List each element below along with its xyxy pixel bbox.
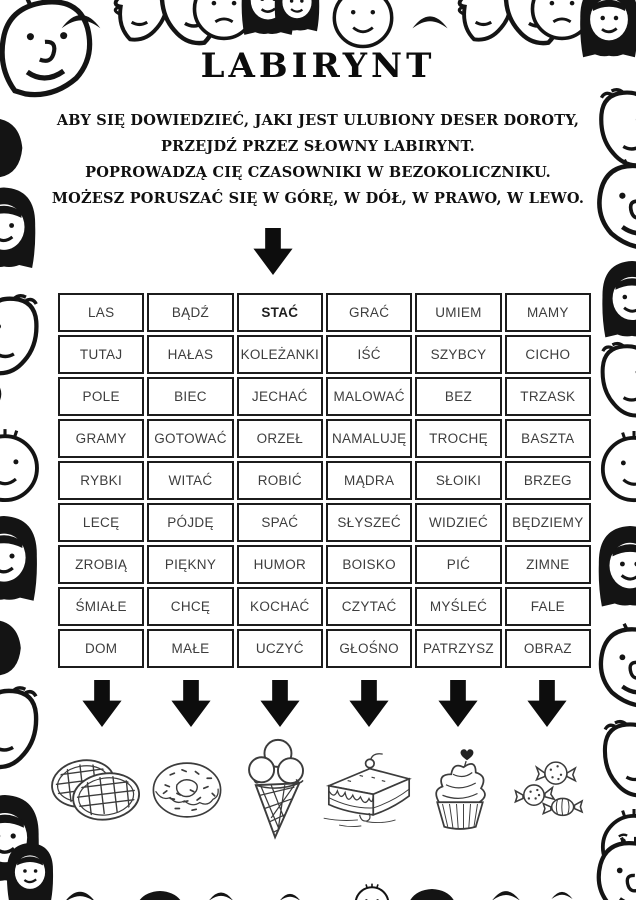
maze-cell: UMIEM: [415, 293, 501, 332]
maze-cell: CZYTAĆ: [326, 587, 412, 626]
doodle-face-icon: [0, 610, 28, 686]
maze-cell: WITAĆ: [147, 461, 233, 500]
doodle-face-icon: [596, 806, 636, 882]
maze-cell: NAMALUJĘ: [326, 419, 412, 458]
maze-cell: TROCHĘ: [415, 419, 501, 458]
maze-cell: IŚĆ: [326, 335, 412, 374]
doodle-face-icon: [328, 0, 398, 50]
maze-cell: BIEC: [147, 377, 233, 416]
exit-arrows-row: [58, 680, 591, 727]
doodle-face-icon: [548, 888, 576, 900]
down-arrow-icon: [82, 680, 122, 727]
maze-cell: HUMOR: [237, 545, 323, 584]
doodle-face-icon: [0, 786, 46, 886]
doodle-face-icon: [588, 86, 636, 170]
maze-cell: MAMY: [505, 293, 591, 332]
maze-cell: GRAMY: [58, 419, 144, 458]
doodle-face-icon: [0, 369, 9, 419]
maze-cell: ROBIĆ: [237, 461, 323, 500]
maze-cell: PIĘKNY: [147, 545, 233, 584]
doodle-face-icon: [400, 876, 464, 900]
down-arrow-icon: [252, 228, 294, 275]
doodle-face-icon: [236, 0, 300, 40]
waffles-icon: [50, 751, 142, 829]
down-arrow-icon: [171, 680, 211, 727]
doodle-face-icon: [446, 0, 524, 44]
doodle-face-icon: [592, 836, 636, 900]
maze-cell: DOM: [58, 629, 144, 668]
down-arrow-icon: [349, 680, 389, 727]
doodle-face-icon: [596, 428, 636, 504]
maze-cell: BASZTA: [505, 419, 591, 458]
maze-cell: CHCĘ: [147, 587, 233, 626]
doodle-face-icon: [276, 890, 304, 900]
maze-cell: TRZASK: [505, 377, 591, 416]
cake-slice-icon: [322, 747, 416, 833]
maze-cell: PIĆ: [415, 545, 501, 584]
ice-cream-icon: [246, 737, 308, 843]
maze-cell: HAŁAS: [147, 335, 233, 374]
doodle-face-icon: [408, 10, 452, 30]
maze-cell: BĄDŹ: [147, 293, 233, 332]
doodle-face-icon: [148, 0, 236, 48]
maze-cell: MALOWAĆ: [326, 377, 412, 416]
dessert-answers-row: [50, 734, 595, 846]
doodle-face-icon: [352, 882, 392, 900]
maze-cell: GŁOŚNO: [326, 629, 412, 668]
doodle-face-icon: [592, 158, 636, 250]
doodle-face-icon: [60, 886, 100, 900]
maze-cell: KOCHAĆ: [237, 587, 323, 626]
maze-cell: BOISKO: [326, 545, 412, 584]
doodle-face-icon: [0, 684, 50, 772]
doodle-face-icon: [594, 622, 636, 708]
doodle-face-icon: [270, 0, 324, 36]
doodle-face-icon: [206, 888, 236, 900]
doodle-face-icon: [0, 506, 44, 606]
maze-cell: SŁOIKI: [415, 461, 501, 500]
instruction-line: ABY SIĘ DOWIEDZIEĆ, JAKI JEST ULUBIONY DESER DOROTY,: [56, 112, 580, 129]
doodle-face-icon: [102, 0, 180, 44]
maze-cell: ZROBIĄ: [58, 545, 144, 584]
maze-cell: SPAĆ: [237, 503, 323, 542]
doodle-face-icon: [492, 0, 580, 48]
maze-cell: ŚMIAŁE: [58, 587, 144, 626]
maze-cell: ZIMNE: [505, 545, 591, 584]
maze-cell: OBRAZ: [505, 629, 591, 668]
down-arrow-icon: [438, 680, 478, 727]
doodle-face-icon: [128, 878, 192, 900]
maze-cell: ORZEŁ: [237, 419, 323, 458]
doodle-face-icon: [592, 516, 636, 612]
maze-cell: LAS: [58, 293, 144, 332]
maze-cell: JECHAĆ: [237, 377, 323, 416]
maze-cell: GRAĆ: [326, 293, 412, 332]
instruction-line: POPROWADZĄ CIĘ CZASOWNIKI W BEZOKOLICZNIKU.: [85, 164, 551, 181]
maze-cell: BRZEG: [505, 461, 591, 500]
doodle-face-icon: [590, 340, 636, 420]
maze-cell: MĄDRA: [326, 461, 412, 500]
donut-icon: [145, 751, 229, 829]
maze-cell: LECĘ: [58, 503, 144, 542]
maze-cell: PÓJDĘ: [147, 503, 233, 542]
doodle-face-icon: [188, 0, 260, 42]
doodle-face-icon: [592, 718, 636, 800]
maze-cell: UCZYĆ: [237, 629, 323, 668]
doodle-face-icon: [596, 252, 636, 342]
maze-cell: POLE: [58, 377, 144, 416]
down-arrow-icon: [527, 680, 567, 727]
maze-cell: MAŁE: [147, 629, 233, 668]
maze-cell: CICHO: [505, 335, 591, 374]
maze-cell-start: STAĆ: [237, 293, 323, 332]
maze-cell: MYŚLEĆ: [415, 587, 501, 626]
maze-cell: FALE: [505, 587, 591, 626]
doodle-face-icon: [58, 8, 104, 30]
doodle-face-icon: [488, 886, 524, 900]
maze-cell: BEZ: [415, 377, 501, 416]
maze-cell: GOTOWAĆ: [147, 419, 233, 458]
instructions-block: [48, 108, 588, 212]
maze-cell: RYBKI: [58, 461, 144, 500]
maze-cell: SŁYSZEĆ: [326, 503, 412, 542]
maze-cell: TUTAJ: [58, 335, 144, 374]
maze-cell: KOLEŻANKI: [237, 335, 323, 374]
page-title: LABIRYNT: [200, 46, 436, 86]
instruction-line: PRZEJDŹ PRZEZ SŁOWNY LABIRYNT.: [161, 138, 475, 155]
instruction-line: MOŻESZ PORUSZAĆ SIĘ W GÓRĘ, W DÓŁ, W PRAWO, W LEWO.: [51, 190, 585, 207]
candies-icon: [512, 750, 588, 830]
down-arrow-icon: [260, 680, 300, 727]
maze-cell: PATRZYSZ: [415, 629, 501, 668]
cupcake-icon: [425, 743, 495, 837]
doodle-face-icon: [526, 0, 598, 42]
word-maze-grid: [58, 293, 591, 668]
doodle-face-icon: [0, 178, 42, 273]
maze-cell: WIDZIEĆ: [415, 503, 501, 542]
maze-cell: SZYBCY: [415, 335, 501, 374]
doodle-face-icon: [0, 292, 50, 378]
maze-cell: BĘDZIEMY: [505, 503, 591, 542]
doodle-face-icon: [0, 112, 30, 184]
doodle-face-icon: [0, 426, 44, 504]
